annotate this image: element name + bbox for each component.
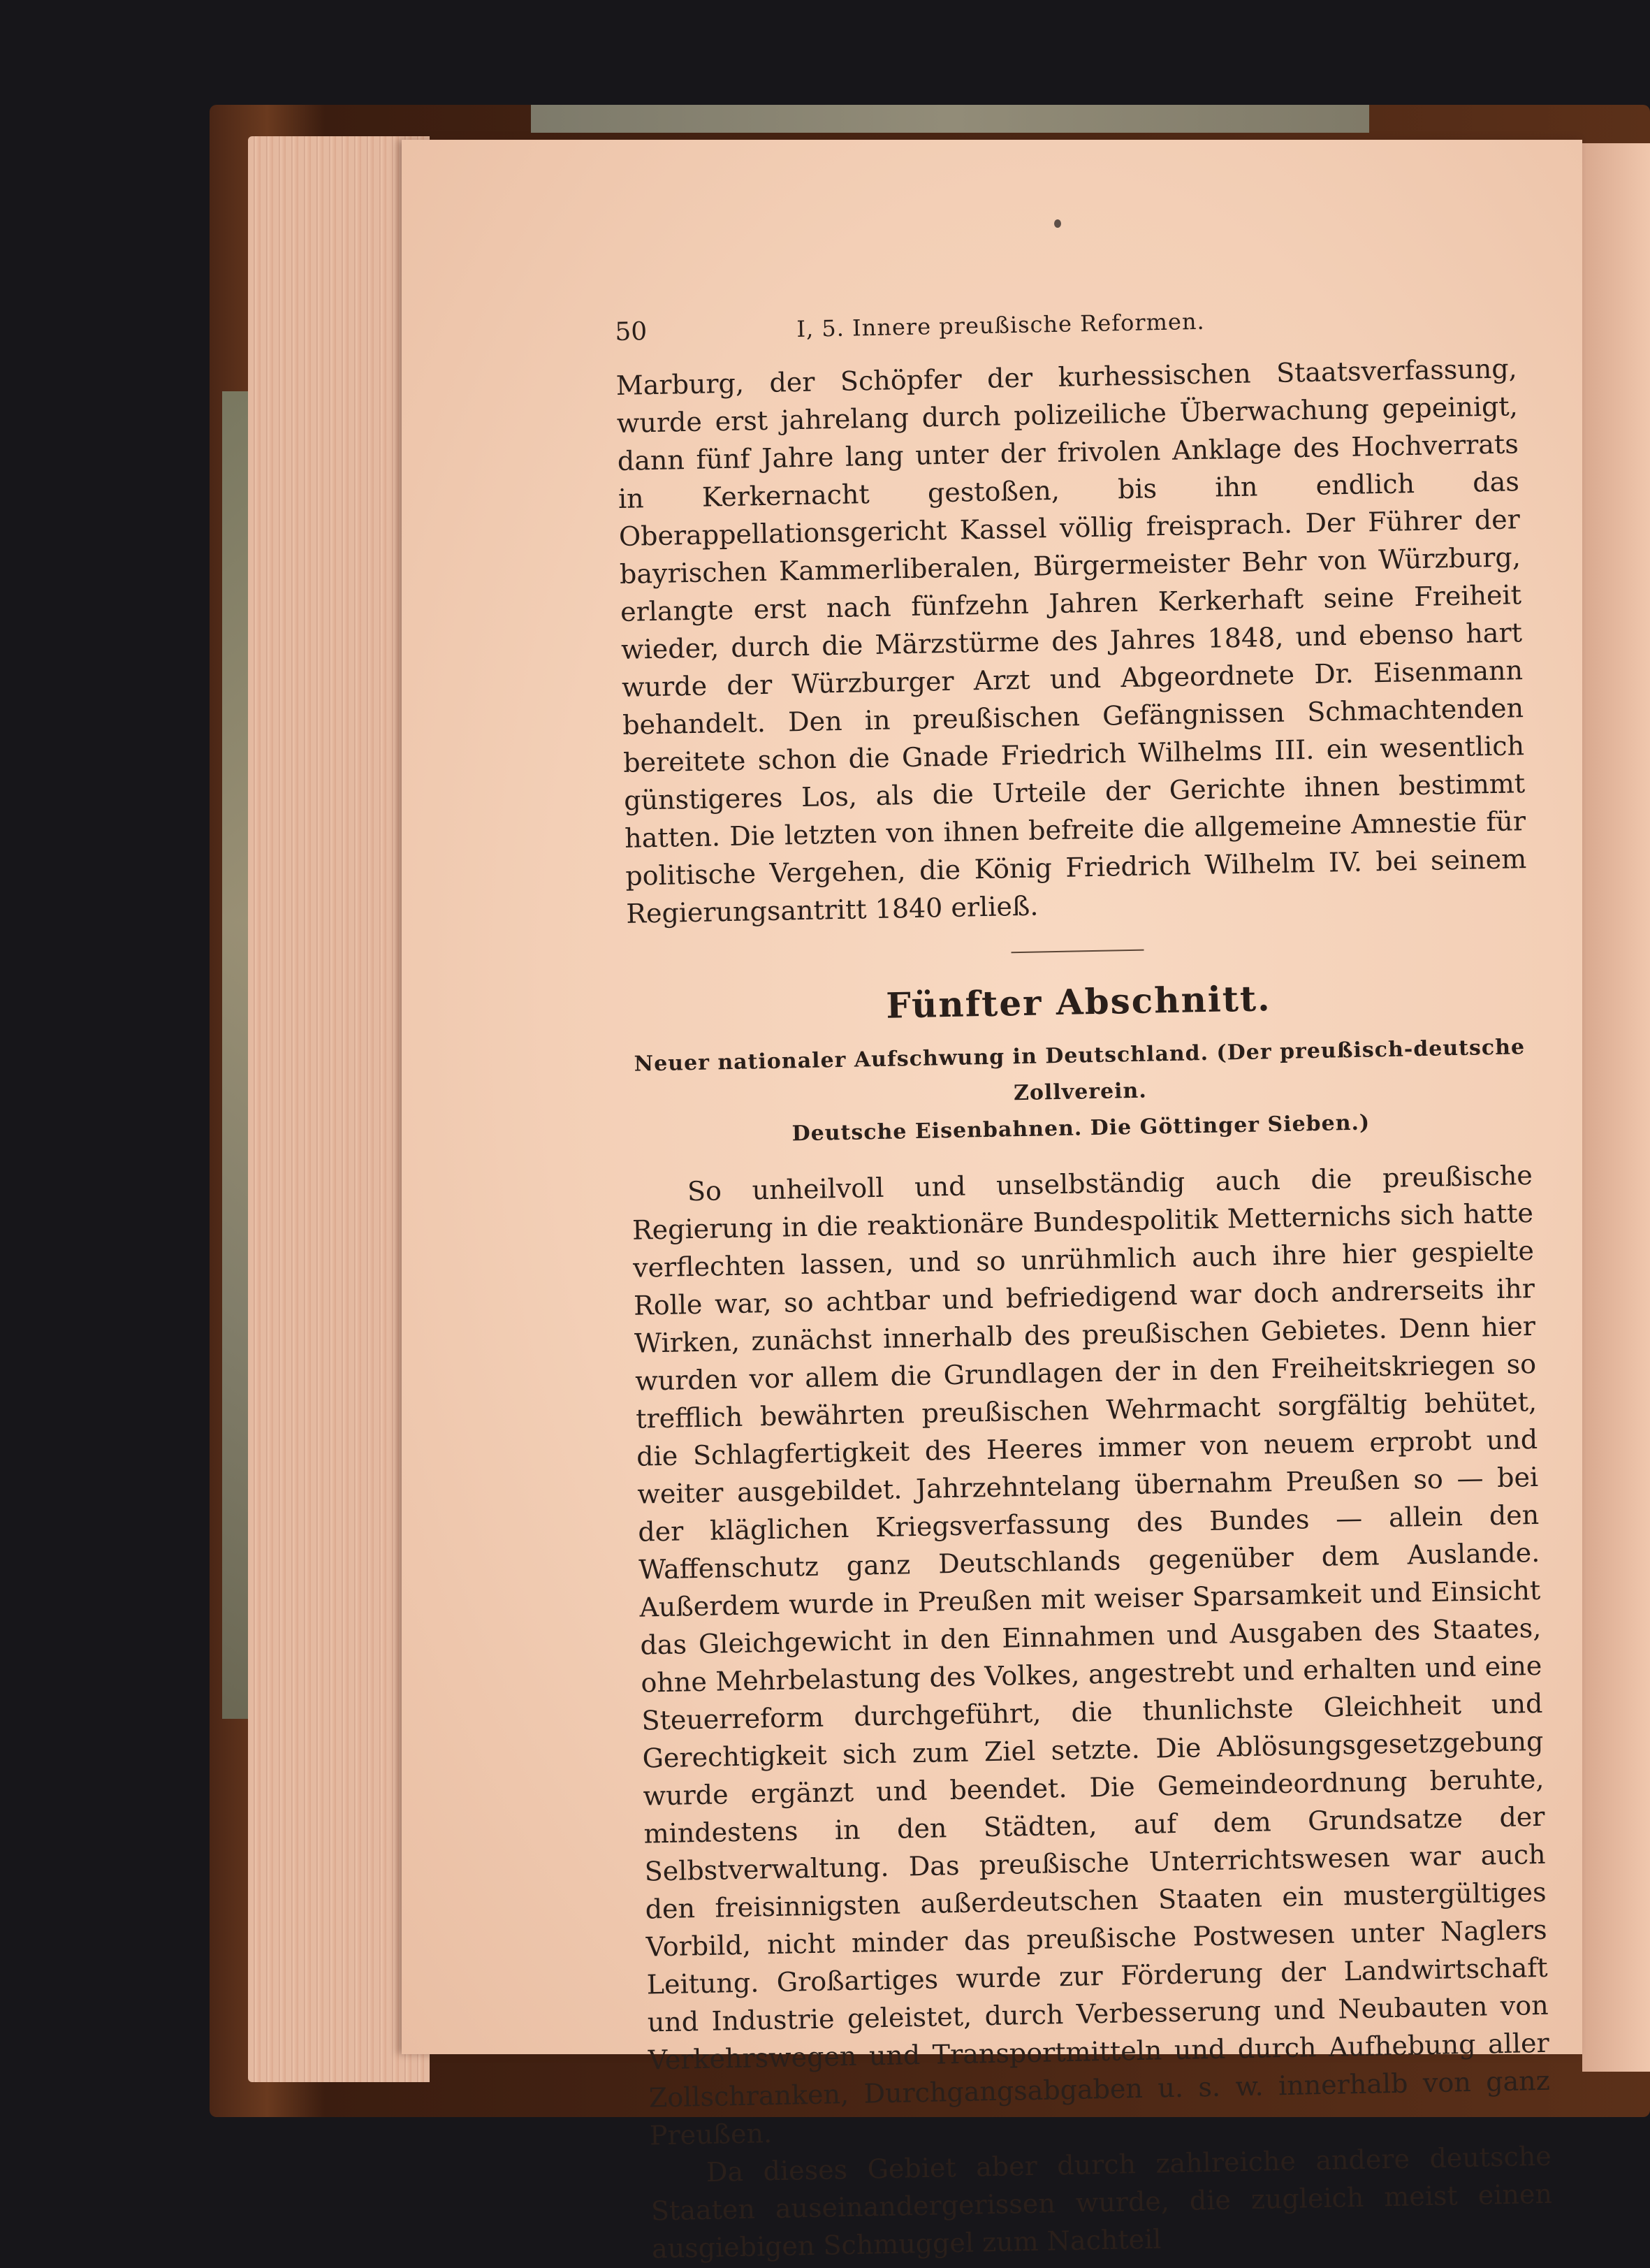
text-block [615, 300, 1553, 2267]
section-subtitle-line-2: Deutsche Eisenbahnen. Die Göttinger Sieben.) [791, 1110, 1371, 1147]
page-speck [1054, 219, 1061, 228]
paragraph-body-1: So unheilvoll und unselbständig auch die preußische Regierung in die reaktionäre Bundespolitik Metternichs sich hatte verflechten lassen, und so unrühmlich auch ihre hier gespielte Rolle war, so achtbar und befriedigend war doch andrerseits ihr Wirken, zunächst innerhalb des preußischen Gebietes. Denn hier wurden vor allem die Grundlagen der in den Freiheitskriegen so trefflich bewährten preußischen Wehrmacht sorgfältig behütet, die Schlagfertigkeit des Heeres immer von neuem erprobt und weiter ausgebildet. Jahrzehntelang übernahm Preußen so — bei der kläglichen Kriegsverfassung des Bundes — allein den Waffenschutz ganz Deutschlands gegenüber dem Auslande. Außerdem wurde in Preußen mit weiser Sparsamkeit und Einsicht das Gleichgewicht in den Einnahmen und Ausgaben des Staates, ohne Mehrbelastung des Volkes, angestrebt und erhalten und eine Steuerreform durchgeführt, die thunlichste Gleichheit und Gerechtigkeit sich zum Ziel setzte. Die Ablösungsgesetzgebung wurde ergänzt und beendet. Die Gemeindeordnung beruhte, mindestens in den Städten, auf dem Grundsatze der Selbstverwaltung. Das preußische Unterrichtswesen war auch den freisinnigsten außerdeutschen Staaten ein mustergültiges Vorbild, nicht minder das preußische Postwesen unter Naglers Leitung. Großartiges wurde zur Förderung der Landwirtschaft und Industrie geleistet, durch Verbesserung und Neubauten von Verkehrswegen und Transportmitteln und durch Aufhebung aller Zollschranken, Durchgangsabgaben u. s. w. innerhalb von ganz Preußen. [631, 1160, 1551, 2151]
paragraph-top: Marburg, der Schöpfer der kurhessischen Staatsverfassung, wurde erst jahrelang durch polizeiliche Überwachung gepeinigt, dann fünf Jahre lang unter der frivolen Anklage des Hochverrats in Kerkernacht gestoßen, bis ihn endlich das Oberappellationsgericht Kassel völlig freisprach. Der Führer der bayrischen Kammerliberalen, Bürgermeister Behr von Würzburg, erlangte erst nach fünfzehn Jahren Kerkerhaft seine Freiheit wieder, durch die Märzstürme des Jahres 1848, und ebenso hart wurde der Würzburger Arzt und Abgeordnete Dr. Eisenmann behandelt. Den in preußischen Gefängnissen Schmachtenden bereitete schon die Gnade Friedrich Wilhelms III. ein wesentlich günstigeres Los, als die Urteile der Gerichte ihnen bestimmt hatten. Die letzten von ihnen befreite die allgemeine Amnestie für politische Vergehen, die König Friedrich Wilhelm IV. bei seinem Regierungsantritt 1840 erließ. [615, 353, 1527, 929]
section-subtitle [629, 1029, 1532, 1156]
section-subtitle-line-1: Neuer nationaler Aufschwung in Deutschland. (Der preußisch-deutsche Zollverein. [634, 1035, 1526, 1106]
section-divider [1012, 950, 1144, 954]
binding-cloth-spine [222, 391, 250, 1719]
book-page [402, 140, 1582, 2265]
page-number: 50 [615, 317, 648, 347]
paragraph-body-2: Da dieses Gebiet aber durch zahlreiche andere deutsche Staaten auseinandergerissen wurde, die zugleich meist einen ausgiebigen Schmuggel zum Nachteil [650, 2140, 1553, 2265]
binding-cloth-top [531, 105, 1369, 133]
running-head: I, 5. Innere preußische Reformen. [796, 307, 1206, 343]
section-title: Fünfter Abschnitt. [885, 977, 1271, 1026]
facing-page-edge [1582, 143, 1650, 2072]
